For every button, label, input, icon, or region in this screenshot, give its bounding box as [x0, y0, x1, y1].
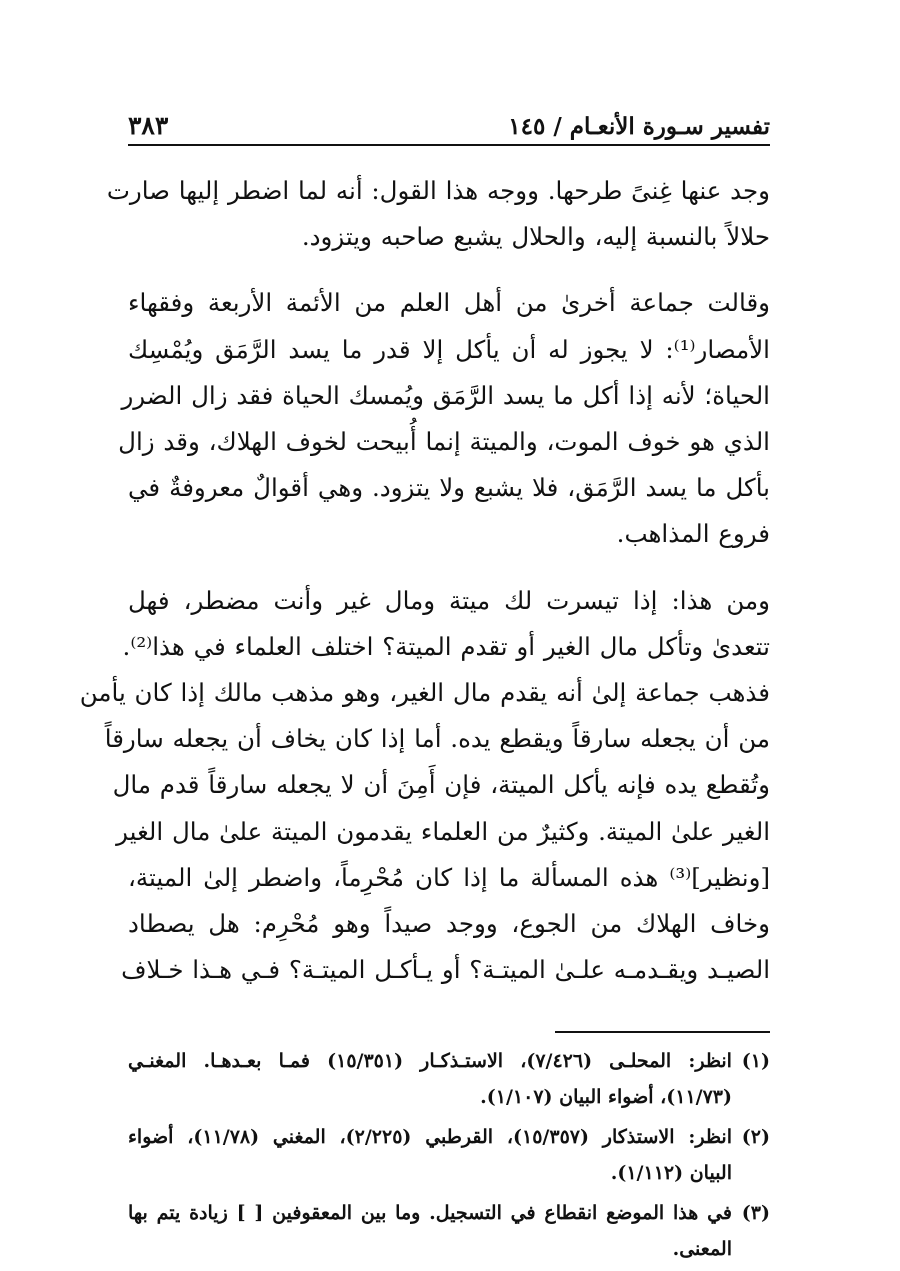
page-number: ٣٨٣ [128, 111, 169, 140]
footnote-text [128, 1043, 732, 1115]
footnote-3 [128, 1195, 770, 1267]
text-line: وتُقطع يده فإنه يأكل الميتة، فإن أَمِنَ أن لا يجعله سارقاً قدم مال [112, 770, 770, 800]
body-text [79, 168, 770, 993]
footnote-1 [128, 1043, 770, 1115]
text-line: الذي هو خوف الموت، والميتة إنما أُبيحت لخوف الهلاك، وقد زال [118, 427, 770, 457]
text-line: في هذا الموضع انقطاع في التسجيل. وما بين المعقوفين [ ] زيادة يتم بها [128, 1202, 732, 1225]
text-line: [ونظير]⁽³⁾ هذه المسألة ما إذا كان مُحْرِماً، واضطر إلىٰ الميتة، [128, 862, 770, 892]
text-line: فروع المذاهب. [616, 519, 770, 549]
paragraph-2 [118, 280, 770, 557]
text-line: من أن يجعله سارقاً ويقطع يده. أما إذا كان يخاف أن يجعله سارقاً [104, 724, 770, 754]
text-line: الأمصار⁽¹⁾: لا يجوز له أن يأكل إلا قدر ما يسد الرَّمَق ويُمْسِك [128, 334, 770, 364]
footnote-2 [128, 1119, 770, 1191]
footnote-divider [555, 1031, 770, 1033]
text-line: انظر: المحلـى (٧/٤٢٦)، الاستـذكـار (١٥/٣٥١) فمـا بعـدهـا. المغنـي [128, 1050, 732, 1073]
page [79, 96, 770, 1271]
footnote-number: (٢) [741, 1126, 770, 1149]
footnote-text [128, 1195, 732, 1267]
text-line: (١١/٧٣)، أضواء البيان (١/١٠٧). [480, 1086, 732, 1109]
text-line: البيان (١/١١٢). [610, 1162, 732, 1185]
text-line: الصيـد ويقـدمـه علـىٰ الميتـة؟ أو يـأكـل الميتـة؟ فـي هـذا خـلاف [121, 955, 770, 985]
running-title: تفسير سـورة الأنعـام / ١٤٥ [508, 113, 770, 140]
running-head [128, 96, 770, 146]
text-line: الغير علىٰ الميتة. وكثيرٌ من العلماء يقدمون الميتة علىٰ مال الغير [116, 816, 770, 846]
footnotes [128, 1043, 770, 1267]
text-line: المعنى. [672, 1238, 732, 1261]
text-line: الحياة؛ لأنه إذا أكل ما يسد الرَّمَق ويُمسك الحياة فقد زال الضرر [121, 380, 770, 410]
text-line: وجد عنها غِنىً طرحها. ووجه هذا القول: أنه لما اضطر إليها صارت [106, 176, 770, 205]
paragraph-3 [79, 578, 770, 994]
text-line: ومن هذا: إذا تيسرت لك ميتة ومال غير وأنت مضطر، فهل [128, 585, 770, 615]
footnote-number: (١) [741, 1050, 770, 1073]
text-line: وخاف الهلاك من الجوع، ووجد صيداً وهو مُحْرِم: هل يصطاد [128, 909, 770, 939]
text-line: انظر: الاستذكار (١٥/٣٥٧)، القرطبي (٢/٢٢٥)، المغني (١١/٧٨)، أضواء [128, 1126, 732, 1149]
text-line: حلالاً بالنسبة إليه، والحلال يشبع صاحبه ويتزود. [301, 222, 770, 252]
paragraph-1 [106, 168, 770, 260]
footnote-number: (٣) [741, 1202, 770, 1225]
text-line: فذهب جماعة إلىٰ أنه يقدم مال الغير، وهو مذهب مالك إذا كان يأمن [79, 678, 770, 708]
text-line: بأكل ما يسد الرَّمَق، فلا يشبع ولا يتزود. وهي أقوالٌ معروفةٌ في [128, 473, 770, 503]
text-line: وقالت جماعة أخرىٰ من أهل العلم من الأئمة الأربعة وفقهاء [128, 288, 770, 318]
text-line: تتعدىٰ وتأكل مال الغير أو تقدم الميتة؟ اختلف العلماء في هذا⁽²⁾. [122, 631, 770, 661]
footnote-text [128, 1119, 732, 1191]
